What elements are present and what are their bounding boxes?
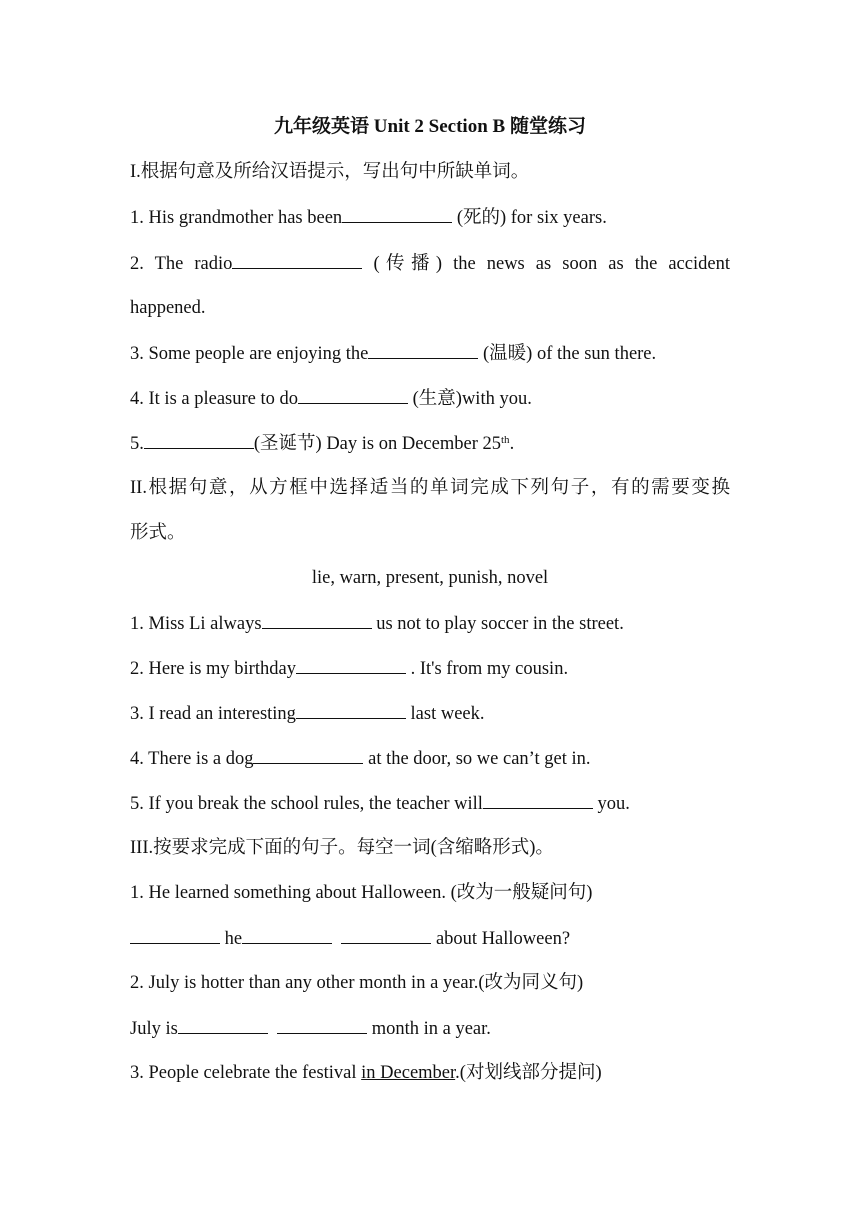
s3-question-1: 1. He learned something about Halloween. (改为一般疑问句) (130, 883, 593, 903)
s3-q2-answer-line (130, 1015, 730, 1042)
answer-blank[interactable] (296, 655, 406, 674)
s1-q2-text-a: 2. The radio (130, 254, 233, 274)
s2-q4-text-a: 4. There is a dog (130, 749, 254, 769)
s1-q5-text-b: (圣诞节) Day is on December 25 (253, 434, 501, 454)
answer-blank[interactable] (342, 204, 452, 223)
s3-question-3 (130, 1060, 730, 1086)
s1-question-4 (130, 385, 730, 412)
section-2-heading-cont: 形式。 (130, 523, 186, 543)
s1-question-1 (130, 204, 730, 231)
s1-q1-text-a: 1. His grandmother has been (130, 208, 343, 228)
answer-blank[interactable] (277, 1015, 367, 1034)
answer-blank[interactable] (298, 385, 408, 404)
s2-q3-text-a: 3. I read an interesting (130, 704, 296, 724)
s2-question-2 (130, 655, 730, 682)
s2-question-3 (130, 700, 730, 727)
section-1-heading: I.根据句意及所给汉语提示，写出句中所缺单词。 (130, 162, 530, 182)
s2-q5-text-b: you. (592, 794, 630, 814)
s3-q1-answer-line (130, 925, 730, 952)
s1-q1-text-b: (死的) for six years. (452, 208, 607, 228)
underlined-phrase: in December (361, 1063, 456, 1083)
s1-q2-text-b: (传播) the news as soon as the accident (362, 254, 730, 274)
s2-q2-text-b: . It's from my cousin. (405, 659, 569, 679)
s1-question-2 (130, 250, 730, 277)
section-3-heading: III.按要求完成下面的句子。每空一词(含缩略形式)。 (130, 838, 554, 858)
word-box: lie, warn, present, punish, novel (311, 568, 549, 588)
s3-question-2: 2. July is hotter than any other month in a year.(改为同义句) (130, 973, 584, 993)
s3-q1-text-mid: he (220, 929, 243, 949)
superscript-th: th (501, 434, 510, 446)
s3-q2-text-start: July is (130, 1019, 178, 1039)
s1-question-3 (130, 340, 730, 367)
s3-q3-text-a: 3. People celebrate the festival (130, 1063, 362, 1083)
answer-blank[interactable] (296, 700, 406, 719)
answer-blank[interactable] (262, 610, 372, 629)
s1-q4-text-b: (生意)with you. (408, 389, 532, 409)
s2-q2-text-a: 2. Here is my birthday (130, 659, 296, 679)
s2-question-5 (130, 790, 730, 817)
answer-blank[interactable] (253, 745, 363, 764)
s2-question-1 (130, 610, 730, 637)
s2-q4-text-b: at the door, so we can’t get in. (363, 749, 591, 769)
answer-blank[interactable] (483, 790, 593, 809)
answer-blank[interactable] (242, 925, 332, 944)
s1-q5-text-c: . (509, 434, 515, 454)
s3-q1-text-end: about Halloween? (431, 929, 571, 949)
s3-q2-text-end: month in a year. (367, 1019, 491, 1039)
s2-question-4 (130, 745, 730, 772)
s2-q1-text-a: 1. Miss Li always (130, 614, 262, 634)
s1-q5-text-a: 5. (130, 434, 144, 454)
s1-q2-continuation: happened. (130, 298, 206, 318)
page-title: 九年级英语 Unit 2 Section B 随堂练习 (274, 116, 586, 137)
answer-blank[interactable] (144, 430, 254, 449)
s1-q3-text-b: (温暖) of the sun there. (478, 344, 657, 364)
answer-blank[interactable] (130, 925, 220, 944)
answer-blank[interactable] (341, 925, 431, 944)
answer-blank[interactable] (232, 250, 362, 269)
s3-q3-text-b: .(对划线部分提问) (455, 1063, 602, 1083)
answer-blank[interactable] (178, 1015, 268, 1034)
s1-q4-text-a: 4. It is a pleasure to do (130, 389, 298, 409)
s2-q3-text-b: last week. (405, 704, 485, 724)
s2-q1-text-b: us not to play soccer in the street. (371, 614, 624, 634)
section-2-heading: II.根据句意，从方框中选择适当的单词完成下列句子，有的需要变换 (130, 478, 730, 498)
s1-q3-text-a: 3. Some people are enjoying the (130, 344, 369, 364)
s1-question-5 (130, 430, 730, 457)
answer-blank[interactable] (368, 340, 478, 359)
s2-q5-text-a: 5. If you break the school rules, the teacher will (130, 794, 483, 814)
